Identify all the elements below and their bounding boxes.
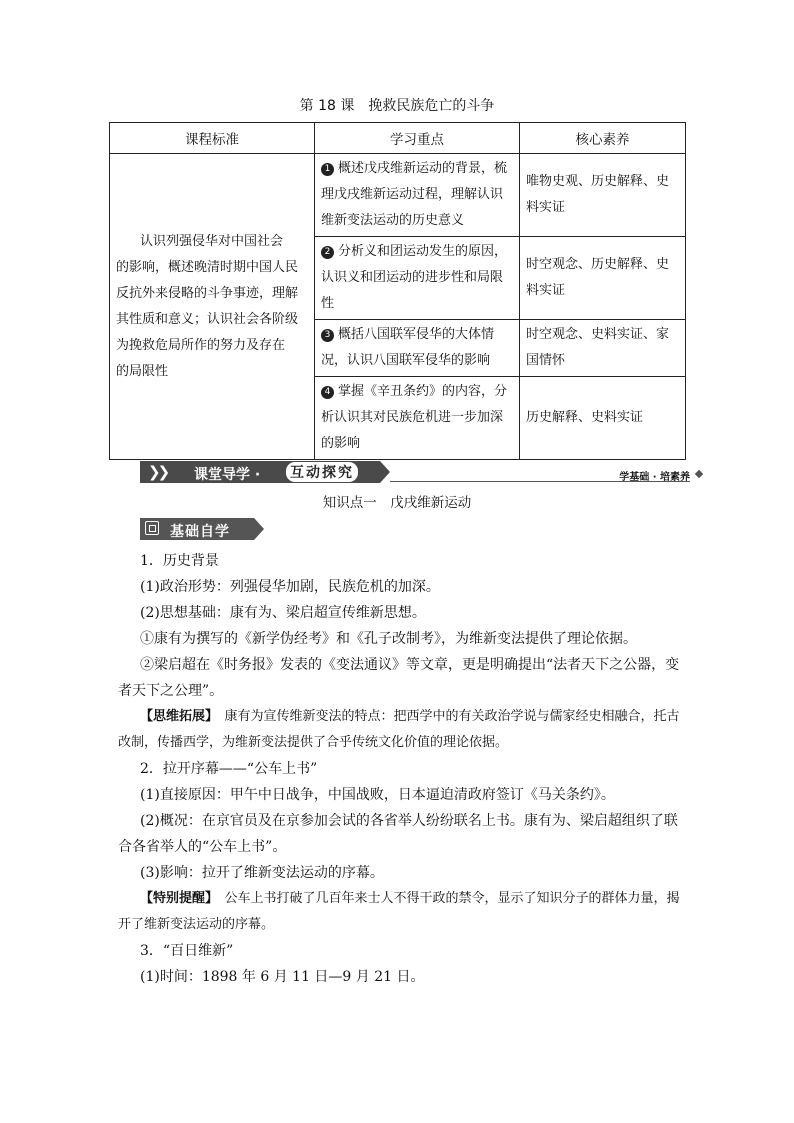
box-text: 公车上书打破了几百年来士人不得干政的禁令，显示了知识分子的群体力量，揭开了维新变法运动的序幕。 [118,891,680,932]
header-focus: 学习重点 [315,123,520,154]
paragraph: (1)政治形势：列强侵华加剧，民族危机的加深。 [140,579,440,595]
paragraph: ②梁启超在《时务报》发表的《变法通议》等文章，更是明确提出“法者天下之公器，变者天下之公理”。 [118,657,680,699]
double-chevron-icon: ❯❯ [148,463,168,481]
content-body [118,548,686,990]
standard-line: 反抗外来侵略的斗争事迹，理解 [116,285,299,301]
box-label: 【思维拓展】 [140,709,212,724]
number-badge: 1 [321,163,334,176]
diamond-icon [695,470,703,478]
special-reminder-box [118,886,686,938]
focus-cell [315,237,520,320]
focus-cell [315,320,520,377]
thinking-extension-box [118,704,686,756]
number-badge: 4 [321,386,334,399]
box-label: 【特别提醒】 [140,891,212,906]
book-icon [145,521,159,535]
heading: 2．拉开序幕——“公车上书” [140,761,318,777]
focus-cell [315,377,520,460]
box-text: 康有为宣传维新变法的特点：把西学中的有关政治学说与儒家经史相融合，托古改制，传播西学，为维新变法提供了合乎传统文化价值的理论依据。 [118,709,680,750]
tag-label: 基础自学 [170,524,230,540]
header-standard: 课程标准 [110,123,315,154]
literacy-cell: 时空观念、史料实证、家国情怀 [520,320,686,377]
table-header-row [110,123,686,154]
literacy-cell: 唯物史观、历史解释、史料实证 [520,154,686,237]
heading: 1．历史背景 [140,553,219,569]
focus-text: 分析义和团运动发生的原因，认识义和团运动的进步性和局限性 [321,244,508,311]
standard-line: 的局限性 [116,363,169,379]
standard-line: 认识列强侵华对中国社会 [140,233,284,249]
paragraph: (2)思想基础：康有为、梁启超宣传维新思想。 [140,605,426,621]
paragraph: (2)概况：在京官员及在京参加会试的各省举人纷纷联名上书。康有为、梁启超组织了联合各省举人的“公车上书”。 [118,813,678,855]
paragraph: ①康有为撰写的《新学伪经考》和《孔子改制考》，为维新变法提供了理论依据。 [140,631,637,647]
table-row [110,154,686,237]
banner-subtitle: 学基础 · 培素养 [619,472,690,483]
paragraph: (3)影响：拉开了维新变法运动的序幕。 [140,865,384,881]
heading: 3．“百日维新” [140,943,234,959]
knowledge-point-title: 知识点一 戊戌维新运动 [322,495,472,511]
standard-line: 其性质和意义；认识社会各阶级 [116,311,299,327]
paragraph: (1)直接原因：甲午中日战争，中国战败，日本逼迫清政府签订《马关条约》。 [140,787,615,803]
standard-cell [110,154,315,460]
standard-line: 的影响，概述晚清时期中国人民 [116,259,299,275]
literacy-cell: 历史解释、史料实证 [520,377,686,460]
number-badge: 2 [321,246,334,259]
section-tag [140,518,270,540]
focus-cell [315,154,520,237]
number-badge: 3 [321,329,334,342]
literacy-cell: 时空观念、历史解释、史料实证 [520,237,686,320]
section-banner [140,459,702,485]
focus-text: 概括八国联军侵华的大体情况，认识八国联军侵华的影响 [321,327,495,368]
page-title: 第 18 课 挽救民族危亡的斗争 [299,98,495,114]
focus-text: 概述戊戌维新运动的背景，梳理戊戌维新运动过程，理解认识维新变法运动的历史意义 [321,161,508,228]
paragraph: (1)时间：1898 年 6 月 11 日—9 月 21 日。 [140,969,425,985]
banner-highlight: 互动探究 [286,462,358,482]
curriculum-table [109,122,686,460]
focus-text: 掌握《辛丑条约》的内容，分析认识其对民族危机进一步加深的影响 [321,384,508,451]
standard-line: 为挽救危局所作的努力及存在 [116,337,286,353]
header-literacy: 核心素养 [520,123,686,154]
banner-title: 课堂导学 · [194,467,261,483]
